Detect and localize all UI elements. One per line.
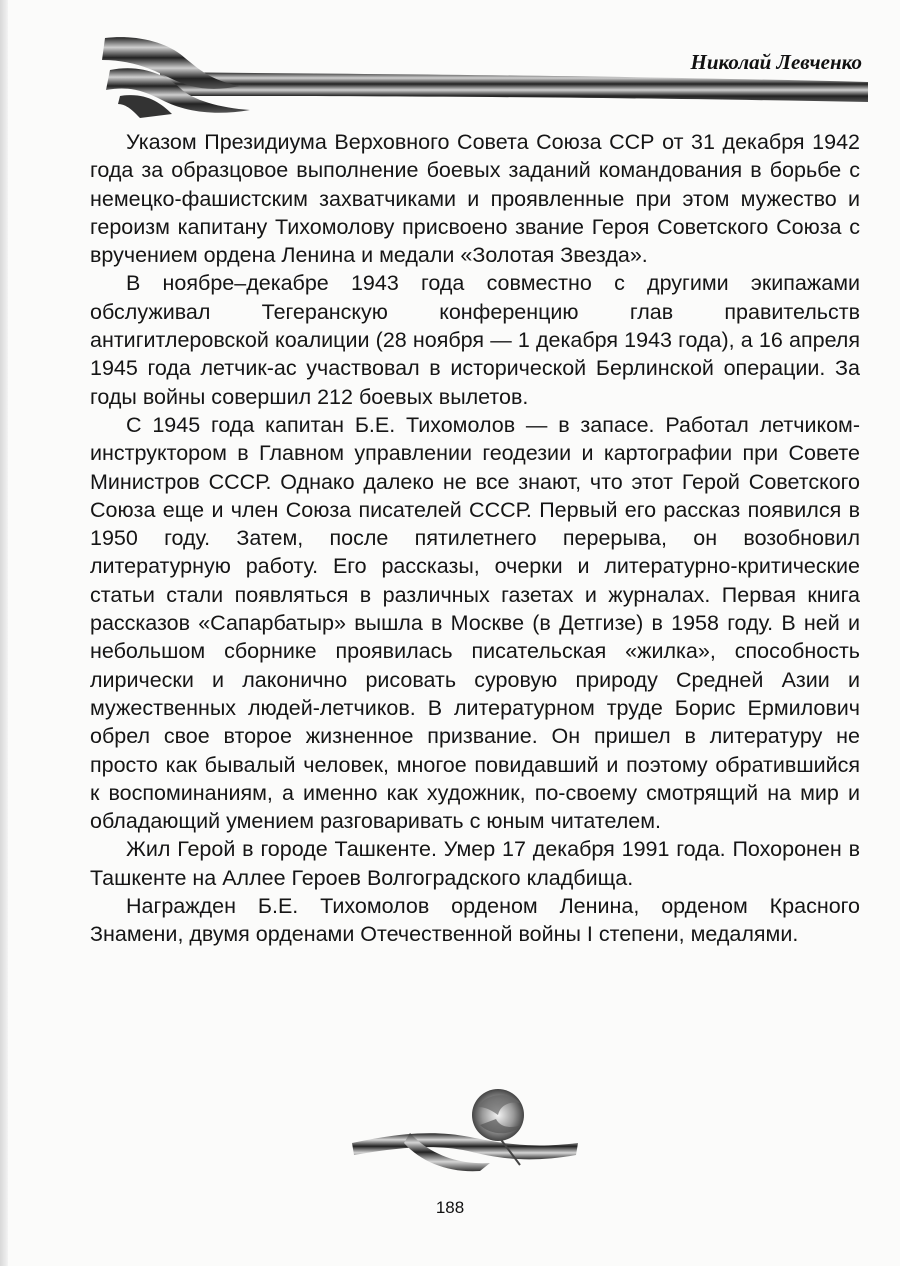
paragraph: Указом Президиума Верховного Совета Союза ССР от 31 декабря 1942 года за образцовое выполнение боевых заданий командования в борьбе с немецко-фашистским захватчиками и проявленные при этом мужество и героизм капитану Тихомолову присвоено звание Героя Советского Союза с вручением ордена Ленина и медали «Золотая Звезда». [90,130,860,268]
running-header-author: Николай Левченко [687,50,867,75]
main-text [90,128,860,949]
header-ribbon-ornament [100,30,870,120]
paragraph: С 1945 года капитан Б.Е. Тихомолов — в запасе. Работал летчиком-инструктором в Главном управлении геодезии и картографии при Совете Министров СССР. Однако далеко не все знают, что этот Герой Советского Союза еще и член Союза писателей СССР. Первый его рассказ появился в 1950 году. Затем, после пятилетнего перерыва, он возобновил литературную работу. Его рассказы, очерки и литературно-критические статьи стали появляться в различных газетах и журналах. Первая книга рассказов «Сапарбатыр» вышла в Москве (в Детгизе) в 1958 году. В ней и небольшом сборнике проявилась писательская «жилка», способность лирически и лаконично рисовать суровую природу Средней Азии и мужественных людей-летчиков. В литературном труде Борис Ермилович обрел свое второе жизненное призвание. Он пришел в литературу не просто как бывалый человек, многое повидавший и поэтому обратившийся к воспоминаниям, а именно как художник, по-своему смотрящий на мир и обладающий умением разговаривать с юным читателем. [90,412,860,834]
paragraph: Награжден Б.Е. Тихомолов орденом Ленина, орденом Красного Знамени, двумя орденами Отечественной войны I степени, медалями. [90,894,860,947]
footer-ribbon-carnation-ornament [350,1085,580,1175]
page-edge-shadow [0,0,8,1266]
paragraph: В ноябре–декабре 1943 года совместно с другими экипажами обслуживал Тегеранскую конференцию глав правительств антигитлеровской коалиции (28 ноября — 1 декабря 1943 года), а 16 апреля 1945 года летчик-ас участвовал в исторической Берлинской операции. За годы войны совершил 212 боевых вылетов. [90,271,860,409]
paragraph: Жил Герой в городе Ташкенте. Умер 17 декабря 1991 года. Похоронен в Ташкенте на Аллее Героев Волгоградского кладбища. [90,837,860,890]
page-number: 188 [435,1198,465,1217]
